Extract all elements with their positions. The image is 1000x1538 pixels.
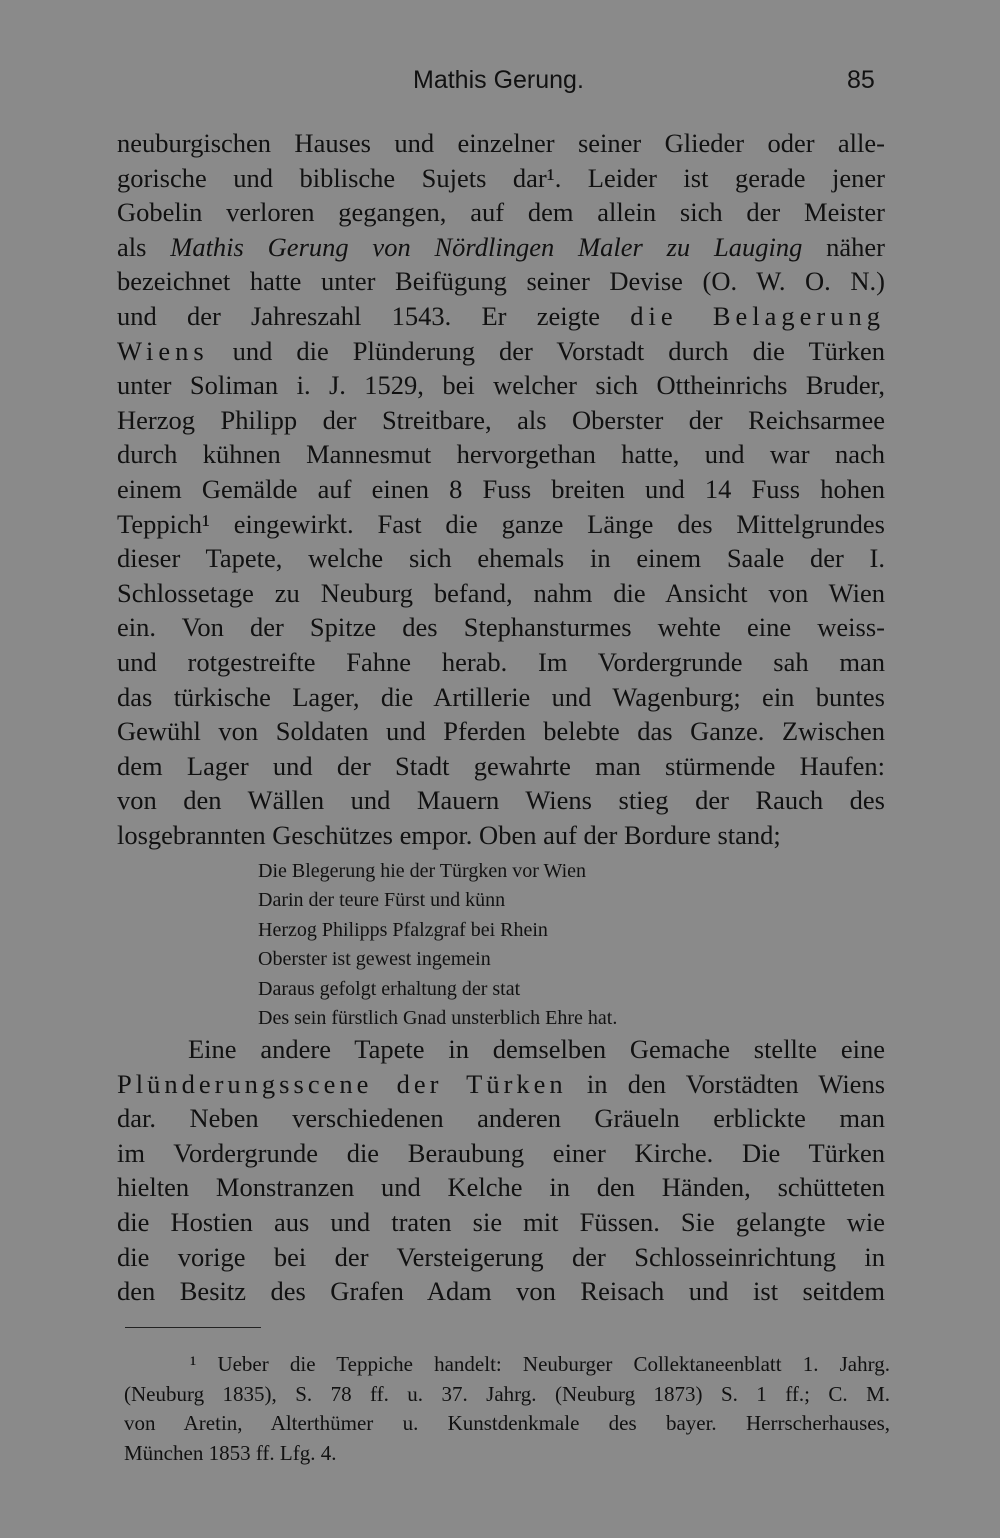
verse-line: Daraus gefolgt erhaltung der stat: [258, 977, 521, 1000]
text-line: Eine andere Tapete in demselben Gemache stellte eine: [188, 1034, 885, 1064]
verse-line: Des sein fürstlich Gnad unsterblich Ehre hat.: [258, 1007, 618, 1030]
text-line: ein. Von der Spitze des Stephansturmes wehte eine weiss-: [117, 612, 885, 643]
text-line: Gobelin verloren gegangen, auf dem allein sich der Meister: [117, 197, 885, 228]
text-line: von den Wällen und Mauern Wiens stieg der Rauch des: [117, 785, 885, 816]
text-line: dem Lager und der Stadt gewahrte man stürmende Haufen:: [117, 750, 885, 781]
text-line: die Hostien aus und traten sie mit Füssen. Sie gelangte wie: [117, 1206, 885, 1237]
text-fragment: und der Jahreszahl 1543. Er zeigte: [117, 300, 600, 331]
text-fragment: in den Vorstädten Wiens: [586, 1068, 886, 1099]
text-line: dar. Neben verschiedenen anderen Gräueln erblickte man: [117, 1103, 885, 1134]
text-fragment: näher: [826, 231, 886, 262]
text-line: Teppich¹ eingewirkt. Fast die ganze Länge des Mittelgrundes: [117, 508, 885, 539]
page-number: 85: [847, 66, 875, 94]
text-line: Schlossetage zu Neuburg befand, nahm die Ansicht von Wien: [117, 577, 885, 608]
text-line: hielten Monstranzen und Kelche in den Händen, schütteten: [117, 1172, 885, 1203]
text-line: losgebrannten Geschützes empor. Oben auf der Bordure stand;: [117, 819, 781, 850]
footnote-line: ¹ Ueber die Teppiche handelt: Neuburger Collektaneenblatt 1. Jahrg.: [190, 1352, 890, 1376]
running-head: [0, 58, 1000, 98]
text-line: bezeichnet hatte unter Beifügung seiner Devise (O. W. O. N.): [117, 266, 885, 297]
main-paragraph: [117, 126, 885, 852]
text-line: einem Gemälde auf einen 8 Fuss breiten und 14 Fuss hohen: [117, 473, 885, 504]
footnote-line: München 1853 ff. Lfg. 4.: [124, 1441, 337, 1466]
text-line: [117, 334, 885, 369]
text-line: und rotgestreifte Fahne herab. Im Vordergrunde sah man: [117, 646, 885, 677]
text-line: durch kühnen Mannesmut hervorgethan hatte, und war nach: [117, 439, 885, 470]
footnote-rule: [125, 1327, 261, 1328]
text-line: unter Soliman i. J. 1529, bei welcher sich Ottheinrichs Bruder,: [117, 370, 885, 401]
text-line: Herzog Philipp der Streitbare, als Oberster der Reichsarmee: [117, 404, 885, 435]
spaced-emphasis: Plünderungsscene der Türken: [117, 1068, 567, 1099]
text-line: [117, 299, 885, 334]
text-line: den Besitz des Grafen Adam von Reisach und ist seitdem: [117, 1276, 885, 1307]
text-line: [117, 230, 885, 265]
verse-line: Oberster ist gewest ingemein: [258, 948, 491, 971]
footnote-line: von Aretin, Alterthümer u. Kunstdenkmale des bayer. Herrscherhauses,: [124, 1411, 890, 1436]
text-line: neuburgischen Hauses und einzelner seiner Glieder oder alle-: [117, 128, 885, 158]
text-fragment: als: [117, 231, 147, 262]
spaced-emphasis: Wiens: [117, 335, 209, 366]
text-line: Gewühl von Soldaten und Pferden belebte das Ganze. Zwischen: [117, 716, 885, 747]
text-line: [117, 1067, 885, 1102]
footnote: [124, 1350, 890, 1469]
verse-inscription: [258, 857, 778, 1033]
text-fragment: und die Plünderung der Vorstadt durch die Türken: [232, 335, 885, 366]
footnote-line: (Neuburg 1835), S. 78 ff. u. 37. Jahrg. (Neuburg 1873) S. 1 ff.; C. M.: [124, 1381, 890, 1406]
italic-name: Mathis Gerung von Nördlingen Maler zu Lauging: [170, 231, 803, 262]
verse-line: Herzog Philipps Pfalzgraf bei Rhein: [258, 918, 548, 941]
text-line: gorische und biblische Sujets dar¹. Leider ist gerade jener: [117, 162, 885, 193]
text-line: das türkische Lager, die Artillerie und Wagenburg; ein buntes: [117, 681, 885, 712]
text-line: dieser Tapete, welche sich ehemals in einem Saale der I.: [117, 543, 885, 574]
verse-line: Die Blegerung hie der Türgken vor Wien: [258, 860, 586, 882]
spaced-emphasis: die Belagerung: [630, 300, 885, 331]
running-title: Mathis Gerung.: [413, 66, 584, 94]
verse-line: Darin der teure Fürst und künn: [258, 889, 506, 912]
text-line: im Vordergrunde die Beraubung einer Kirche. Die Türken: [117, 1137, 885, 1168]
second-paragraph: [117, 1032, 885, 1309]
text-line: die vorige bei der Versteigerung der Schlosseinrichtung in: [117, 1241, 885, 1272]
